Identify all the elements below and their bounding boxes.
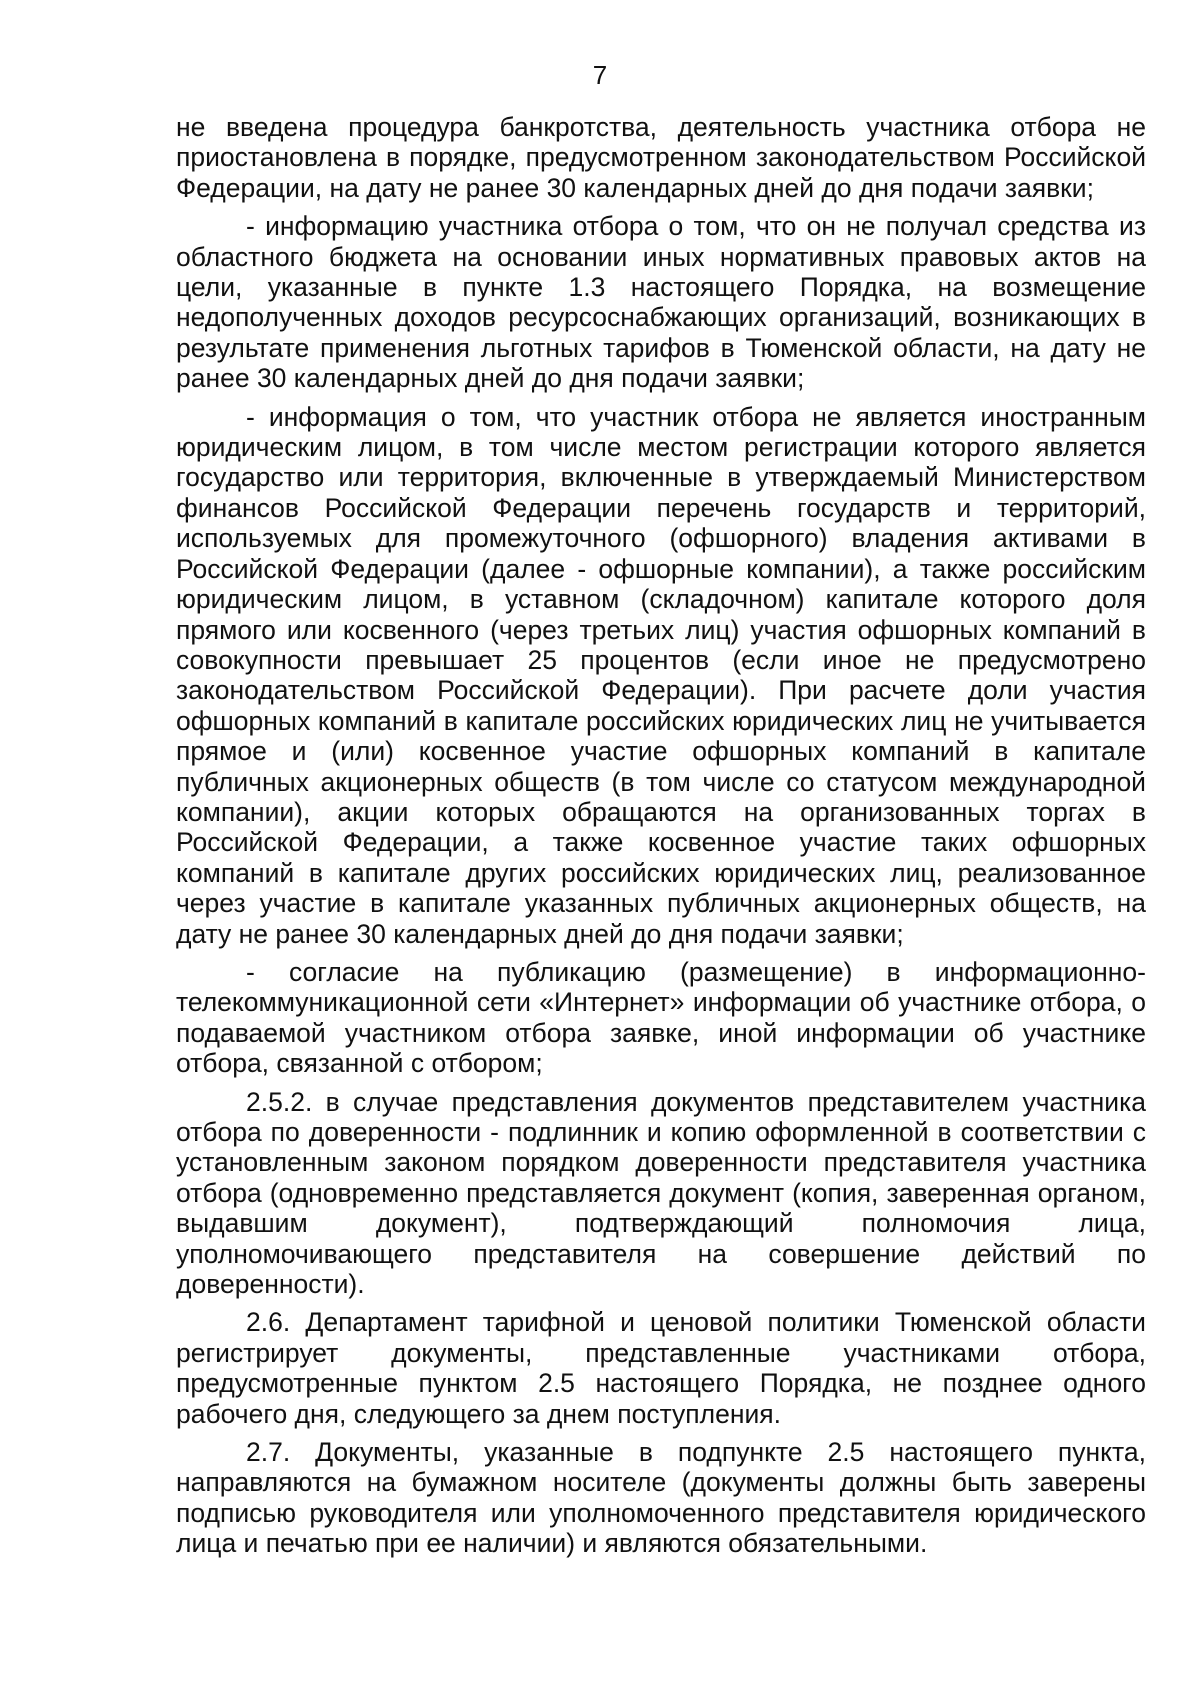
paragraph-offshore-info: - информация о том, что участник отбора не является иностранным юридическим лицом, в том числе местом регистрации которого является государство или территория, включенные в утверждаемый Министерством финансов Российской Федерации перечень государств и территорий, используемых для промежуточного (офшорного) владения активами в Российской Федерации (далее - офшорные компании), а также российским юридическим лицом, в уставном (складочном) капитале которого доля прямого или косвенного (через третьих лиц) участия офшорных компаний в совокупности превышает 25 процентов (если иное не предусмотрено законодательством Российской Федерации). При расчете доли участия офшорных компаний в капитале российских юридических лиц не учитывается прямое и (или) косвенное участие офшорных компаний в капитале публичных акционерных обществ (в том числе со статусом международной компании), акции которых обращаются на организованных торгах в Российской Федерации, а также косвенное участие таких офшорных компаний в капитале других российских юридических лиц, реализованное через участие в капитале указанных публичных акционерных обществ, на дату не ранее 30 календарных дней до дня подачи заявки; <box>176 401 1146 949</box>
paragraph-publication-consent: - согласие на публикацию (размещение) в информационно-телекоммуникационной сети «Интернет» информации об участнике отбора, о подаваемой участником отбора заявке, иной информации об участнике отбора, связанной с отбором; <box>176 956 1146 1079</box>
paragraph-2-6: 2.6. Департамент тарифной и ценовой политики Тюменской области регистрирует документы, представленные участниками отбора, предусмотренные пунктом 2.5 настоящего Порядка, не позднее одного рабочего дня, следующего за днем поступления. <box>176 1307 1146 1429</box>
paragraph-2-7: 2.7. Документы, указанные в подпункте 2.5 настоящего пункта, направляются на бумажном носителе (документы должны быть заверены подписью руководителя или уполномоченного представителя юридического лица и печатью при ее наличии) и являются обязательными. <box>176 1437 1146 1559</box>
paragraph-bankruptcy: не введена процедура банкротства, деятельность участника отбора не приостановлена в порядке, предусмотренном законодательством Российской Федерации, на дату не ранее 30 календарных дней до дня подачи заявки; <box>176 112 1146 203</box>
paragraph-2-5-2: 2.5.2. в случае представления документов представителем участника отбора по доверенности - подлинник и копию оформленной в соответствии с установленным законом порядком доверенности представителя участника отбора (одновременно представляется документ (копия, заверенная органом, выдавшим документ), подтверждающий полномочия лица, уполномочивающего представителя на совершение действий по доверенности). <box>176 1086 1146 1300</box>
page-number: 7 <box>592 60 608 90</box>
paragraph-budget-funds-info: - информацию участника отбора о том, что он не получал средства из областного бюджета на основании иных нормативных правовых актов на цели, указанные в пункте 1.3 настоящего Порядка, на возмещение недополученных доходов ресурсоснабжающих организаций, возникающих в результате применения льготных тарифов в Тюменской области, на дату не ранее 30 календарных дней до дня подачи заявки; <box>176 211 1146 394</box>
document-body <box>176 112 1146 1567</box>
